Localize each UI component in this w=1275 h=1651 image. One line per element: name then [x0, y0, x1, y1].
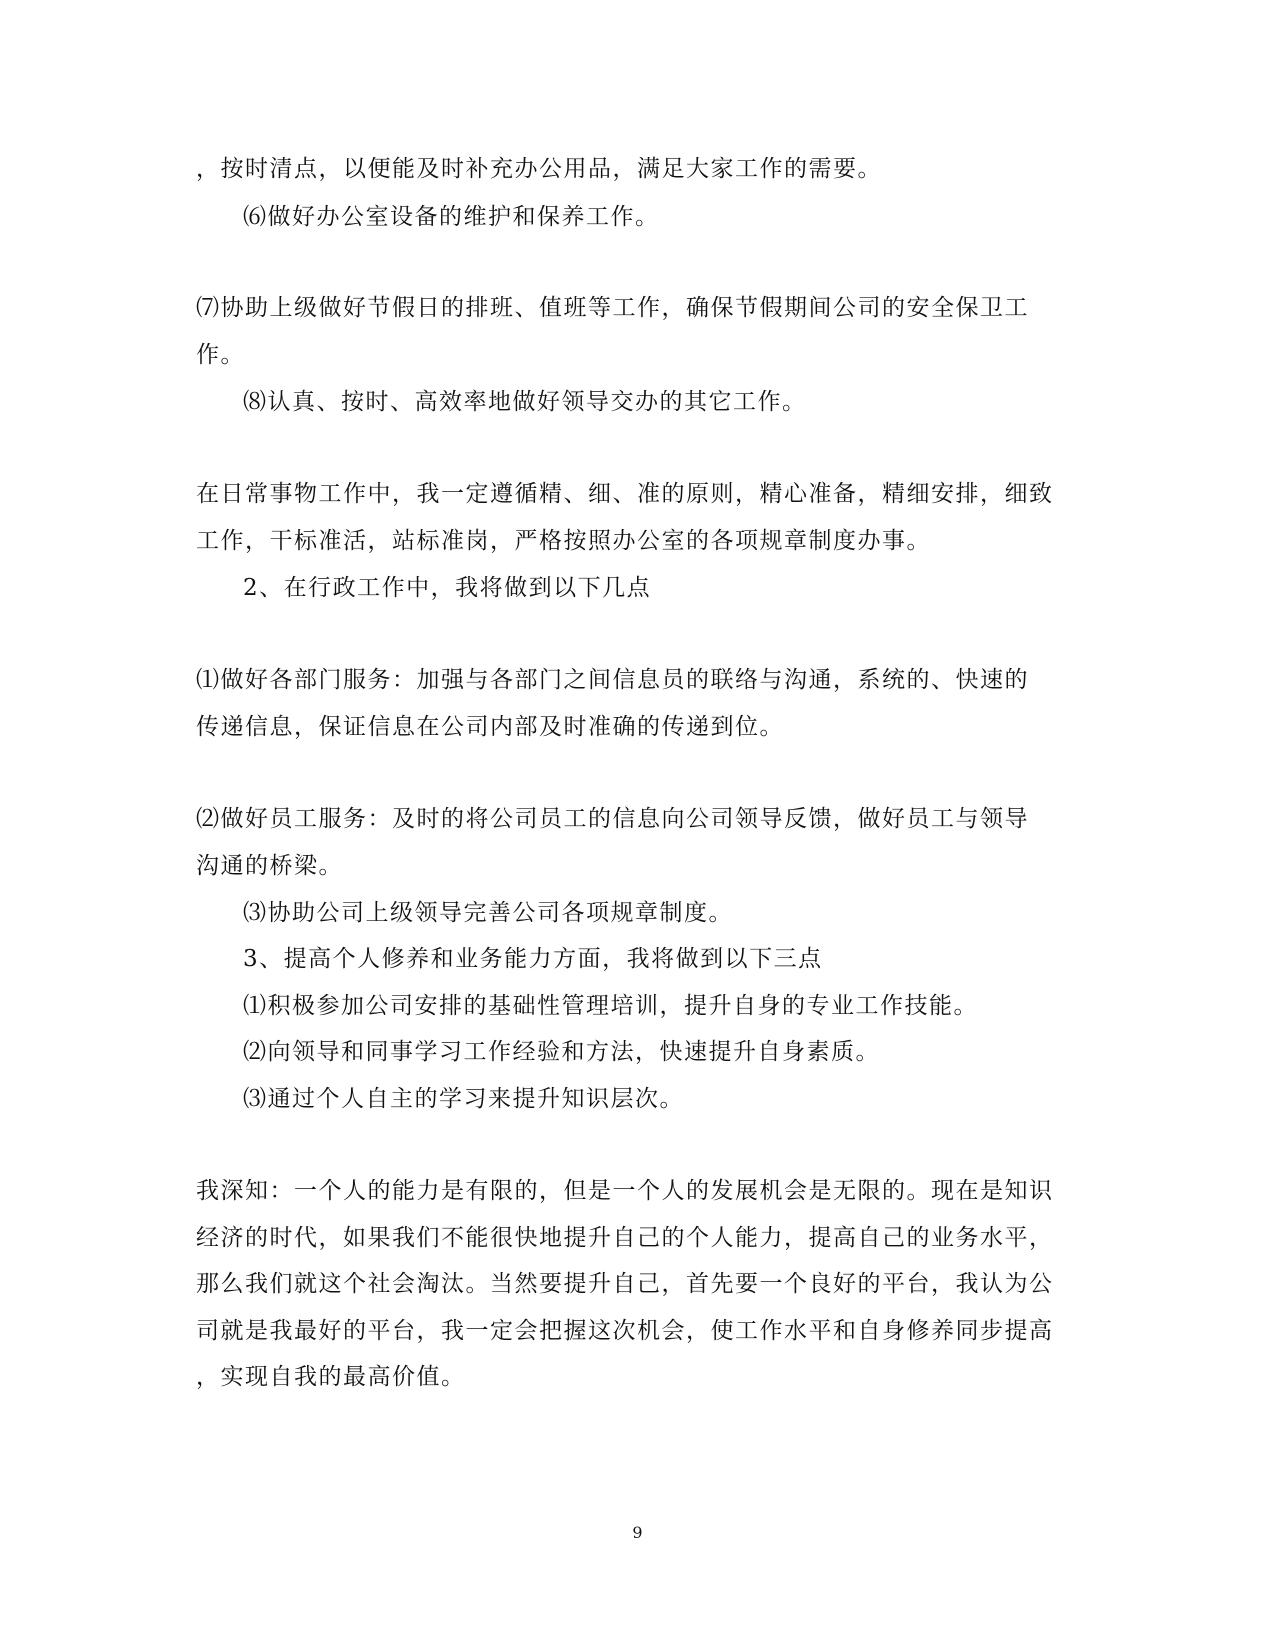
- text-line: 2、在行政工作中，我将做到以下几点: [243, 575, 652, 601]
- text-line: 我深知：一个人的能力是有限的，但是一个人的发展机会是无限的。现在是知识: [196, 1178, 1054, 1204]
- text-line: ⑴做好各部门服务：加强与各部门之间信息员的联络与沟通，系统的、快速的: [196, 667, 1029, 693]
- text-line: ⑶通过个人自主的学习来提升知识层次。: [243, 1086, 684, 1112]
- page-number: 9: [632, 1523, 643, 1542]
- text-line: ⑴积极参加公司安排的基础性管理培训，提升自身的专业工作技能。: [243, 993, 978, 1019]
- text-line: ⑶协助公司上级领导完善公司各项规章制度。: [243, 900, 733, 926]
- text-line: 作。: [196, 342, 245, 368]
- text-line: ⑵做好员工服务：及时的将公司员工的信息向公司领导反馈，做好员工与领导: [196, 806, 1029, 832]
- text-line: 在日常事物工作中，我一定遵循精、细、准的原则，精心准备，精细安排，细致: [196, 481, 1054, 507]
- text-line: ⑻认真、按时、高效率地做好领导交办的其它工作。: [243, 389, 807, 415]
- text-line: 司就是我最好的平台，我一定会把握这次机会，使工作水平和自身修养同步提高: [196, 1318, 1054, 1344]
- text-line: ，实现自我的最高价值。: [196, 1364, 466, 1390]
- text-line: 经济的时代，如果我们不能很快地提升自己的个人能力，提高自己的业务水平，: [196, 1225, 1054, 1251]
- text-line: 沟通的桥梁。: [196, 853, 343, 879]
- text-line: ⑵向领导和同事学习工作经验和方法，快速提升自身素质。: [243, 1039, 880, 1065]
- text-line: 工作，干标准活，站标准岗，严格按照办公室的各项规章制度办事。: [196, 528, 931, 554]
- text-line: ⑹做好办公室设备的维护和保养工作。: [243, 204, 660, 230]
- text-line: ，按时清点，以便能及时补充办公用品，满足大家工作的需要。: [196, 156, 882, 182]
- text-line: 传递信息，保证信息在公司内部及时准确的传递到位。: [196, 714, 784, 740]
- text-line: 那么我们就这个社会淘汰。当然要提升自己，首先要一个良好的平台，我认为公: [196, 1271, 1054, 1297]
- text-line: ⑺协助上级做好节假日的排班、值班等工作，确保节假期间公司的安全保卫工: [196, 295, 1029, 321]
- text-line: 3、提高个人修养和业务能力方面，我将做到以下三点: [243, 946, 823, 972]
